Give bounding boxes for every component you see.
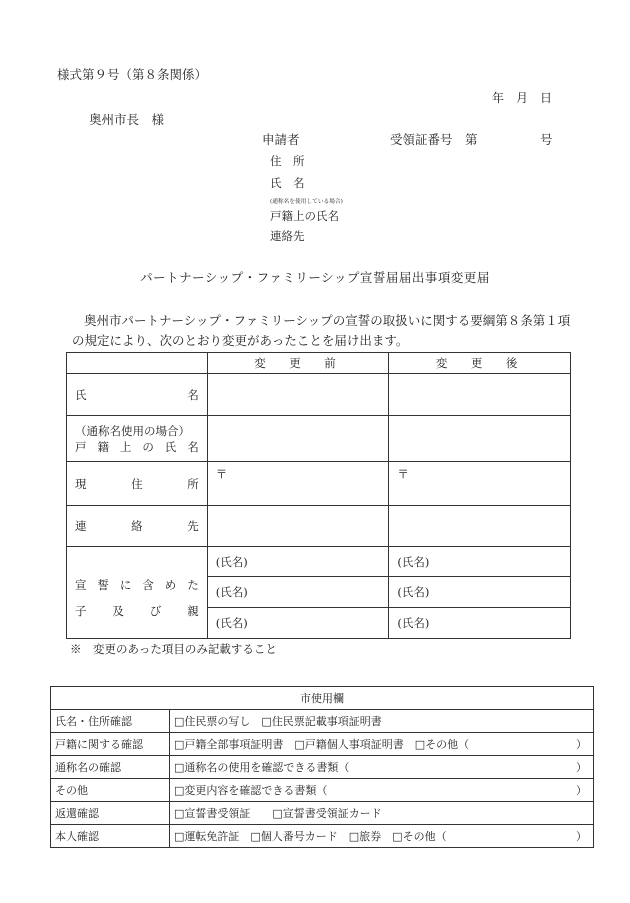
row-label-children (67, 547, 208, 639)
address-before-cell[interactable] (207, 462, 389, 506)
col-before-header: 変 更 前 (207, 353, 389, 374)
header-blank-cell (67, 353, 208, 374)
office-row (51, 710, 594, 733)
child-before-cell[interactable] (207, 608, 389, 639)
row-label-contact: 連絡先 (67, 506, 208, 547)
close-paren: ） (576, 761, 587, 774)
postal-mark: 〒 (215, 467, 228, 481)
table-row (67, 416, 571, 462)
office-header-row (51, 687, 594, 710)
office-row-options[interactable] (170, 825, 594, 848)
office-row (51, 756, 594, 779)
child-after-cell[interactable] (389, 608, 571, 639)
child-before-cell[interactable] (207, 577, 389, 608)
table-row (67, 547, 571, 577)
office-row-options[interactable] (170, 756, 594, 779)
form-number: 様式第９号（第８条関係） (57, 67, 208, 82)
child-name-label: (氏名) (397, 554, 430, 569)
office-row-options[interactable] (170, 802, 594, 825)
contact-after-cell[interactable] (389, 506, 571, 547)
intro-text: 奥州市パートナーシップ・ファミリーシップの宣誓の取扱いに関する要綱第８条第１項の規定により、次のとおり変更があったことを届け出ます。 (72, 313, 571, 348)
name-label: 氏 名 (270, 176, 305, 190)
applicant-label: 申請者 (262, 132, 300, 147)
addressee: 奥州市長 様 (89, 112, 165, 127)
address-after-cell[interactable] (389, 462, 571, 506)
tsusho-after-cell[interactable] (389, 416, 571, 462)
office-options-text: □運転免許証 □個人番号カード □旅券 □その他（ (174, 830, 447, 843)
tsusho-label-line1: （通称名使用の場合） (75, 423, 190, 438)
office-row-label: 氏名・住所確認 (51, 710, 170, 733)
tsusho-before-cell[interactable] (207, 416, 389, 462)
office-row-label: 本人確認 (51, 825, 170, 848)
address-label: 住 所 (270, 154, 305, 168)
contact-label: 連絡先 (270, 229, 305, 243)
change-table (66, 352, 571, 639)
office-row-label: 戸籍に関する確認 (51, 733, 170, 756)
office-row-options[interactable] (170, 779, 594, 802)
close-paren: ） (576, 784, 587, 797)
date-line[interactable]: 年 月 日 (491, 91, 552, 105)
tsusho-note: (通称名を使用している場合) (270, 198, 343, 205)
office-row (51, 779, 594, 802)
table-row (67, 506, 571, 547)
child-name-label: (氏名) (215, 585, 248, 599)
family-register-name-label: 戸籍上の氏名 (270, 209, 339, 223)
office-options-text: □変更内容を確認できる書類（ (174, 784, 328, 797)
close-paren: ） (576, 738, 587, 751)
office-row (51, 802, 594, 825)
office-row-options[interactable] (170, 710, 594, 733)
child-name-label: (氏名) (397, 585, 430, 599)
name-before-cell[interactable] (207, 374, 389, 416)
office-row-label: 返還確認 (51, 802, 170, 825)
table-header-row (67, 353, 571, 374)
col-after-header: 変 更 後 (389, 353, 571, 374)
office-row-label: その他 (51, 779, 170, 802)
child-after-cell[interactable] (389, 577, 571, 608)
document-title: パートナーシップ・ファミリーシップ宣誓届届出事項変更届 (140, 270, 490, 285)
office-row-options[interactable] (170, 733, 594, 756)
office-title: 市使用欄 (51, 687, 594, 710)
name-after-cell[interactable] (389, 374, 571, 416)
office-use-table (50, 686, 594, 848)
close-paren: ） (576, 830, 587, 843)
office-options-text: □戸籍全部事項証明書 □戸籍個人事項証明書 □その他（ (174, 738, 470, 751)
note-text: ※ 変更のあった項目のみ記載すること (70, 642, 277, 656)
row-label-name: 氏名 (67, 374, 208, 416)
child-before-cell[interactable] (207, 547, 389, 577)
office-row-label: 通称名の確認 (51, 756, 170, 779)
office-options-text: □住民票の写し □住民票記載事項証明書 (174, 715, 382, 728)
child-name-label: (氏名) (215, 616, 248, 630)
office-options-text: □通称名の使用を確認できる書類（ (174, 761, 350, 774)
office-row (51, 733, 594, 756)
contact-before-cell[interactable] (207, 506, 389, 547)
row-label-tsusho (67, 416, 208, 462)
children-label-line1: 宣誓に含めた (75, 577, 199, 592)
office-row (51, 825, 594, 848)
postal-mark: 〒 (397, 467, 409, 481)
row-label-address: 現住所 (67, 462, 208, 506)
child-name-label: (氏名) (215, 554, 248, 569)
child-after-cell[interactable] (389, 547, 571, 577)
receipt-number[interactable]: 受領証番号 第 号 (390, 132, 553, 147)
child-name-label: (氏名) (397, 616, 430, 630)
table-row (67, 374, 571, 416)
table-row (67, 462, 571, 506)
children-label-line2: 子及び親 (75, 603, 199, 618)
tsusho-label-line2: 戸籍上の氏名 (75, 439, 199, 454)
office-options-text: □宣誓書受領証 □宣誓書受領証カード (174, 807, 382, 820)
